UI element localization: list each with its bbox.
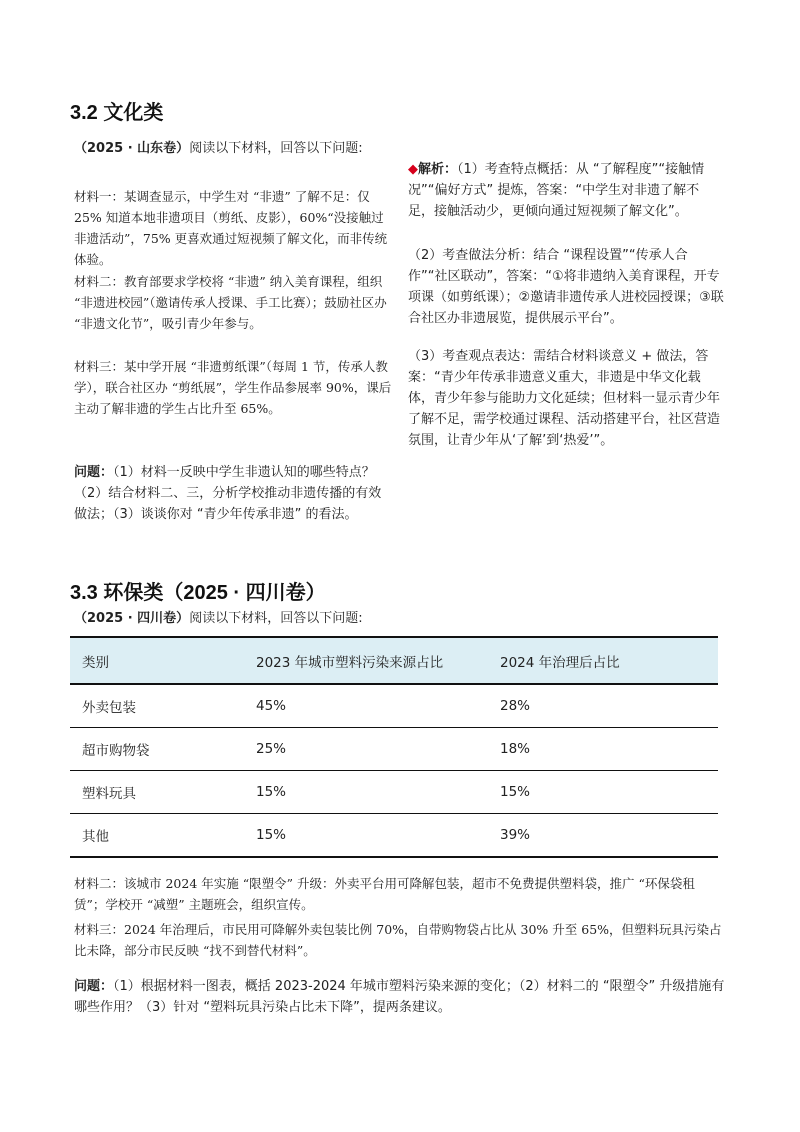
table-cell: 超市购物袋: [70, 728, 244, 771]
material-1: 材料一：某调查显示，中学生对 “非遗” 了解不足：仅 25% 知道本地非遗项目（剪纸、皮影），60%“没接触过非遗活动”，75% 更喜欢通过短视频了解文化，而非传统体验。: [74, 189, 388, 267]
question-text: （1）材料一反映中学生非遗认知的哪些特点？（2）结合材料二、三，分析学校推动非遗传播的有效做法；（3）谈谈你对 “青少年传承非遗” 的看法。: [74, 465, 382, 522]
table-header-row: [70, 637, 718, 684]
analysis-text-1: （1）考查特点概括：从 “了解程度”“接触情况”“偏好方式” 提炼，答案：“中学生对非遗了解不足，接触活动少，更倾向通过短视频了解文化”。: [408, 162, 705, 219]
table-cell: 28%: [488, 684, 718, 728]
pollution-table: [70, 636, 718, 858]
table-cell: 外卖包装: [70, 684, 244, 728]
intro-culture: [74, 138, 390, 159]
table-row: [70, 684, 718, 728]
table-header: 2023 年城市塑料污染来源占比: [244, 637, 488, 684]
material-3-env: 材料三：2024 年治理后，市民用可降解外卖包装比例 70%，自带购物袋占比从 30% 升至 65%，但塑料玩具污染占比未降，部分市民反映 “找不到替代材料”。: [74, 922, 722, 958]
table-cell: 15%: [244, 771, 488, 814]
section-title-environment: 3.3 环保类（2025 · 四川卷）: [70, 582, 326, 604]
table-header: 类别: [70, 637, 244, 684]
table-cell: 15%: [488, 771, 718, 814]
analysis-1: [408, 159, 724, 222]
section-title-culture: 3.2 文化类: [70, 102, 164, 124]
table-row: [70, 728, 718, 771]
table-header: 2024 年治理后占比: [488, 637, 718, 684]
material-2: 材料二：教育部要求学校将 “非遗” 纳入美育课程，组织 “非遗进校园”（邀请传承人授课、手工比赛）；鼓励社区办 “非遗文化节”，吸引青少年参与。: [74, 274, 387, 331]
intro-source: （2025 · 山东卷）: [74, 141, 190, 156]
table-row: [70, 814, 718, 858]
question-culture: [74, 462, 392, 525]
question-environment: [74, 976, 726, 1018]
table-cell: 塑料玩具: [70, 771, 244, 814]
material-3: 材料三：某中学开展 “非遗剪纸课”（每周 1 节，传承人教学），联合社区办 “剪纸展”，学生作品参展率 90%，课后主动了解非遗的学生占比升至 65%。: [74, 359, 392, 416]
analysis-label: 解析：: [418, 162, 458, 177]
analysis-3: （3）考查观点表达：需结合材料谈意义 + 做法，答案：“青少年传承非遗意义重大，非遗是中华文化载体，青少年参与能助力文化延续；但材料一显示青少年了解不足，需学校通过课程、活动搭建平台，社区营造氛围，让青少年从‘了解’到‘热爱’”。: [408, 349, 721, 448]
table-cell: 18%: [488, 728, 718, 771]
material-2-env: 材料二：该城市 2024 年实施 “限塑令” 升级：外卖平台用可降解包装，超市不免费提供塑料袋，推广 “环保袋租赁”；学校开 “减塑” 主题班会，组织宣传。: [74, 876, 695, 912]
intro-text: 阅读以下材料，回答以下问题:: [189, 611, 363, 626]
table-cell: 39%: [488, 814, 718, 858]
question-label: 问题：: [74, 979, 114, 994]
table-cell: 25%: [244, 728, 488, 771]
intro-source: （2025 · 四川卷）: [74, 611, 190, 626]
intro-environment: [74, 608, 714, 629]
question-label: 问题：: [74, 465, 114, 480]
table-cell: 15%: [244, 814, 488, 858]
question-text: （1）根据材料一图表，概括 2023-2024 年城市塑料污染来源的变化；（2）材料二的 “限塑令” 升级措施有哪些作用？（3）针对 “塑料玩具污染占比未下降”，提两条建议。: [74, 979, 725, 1015]
table-cell: 45%: [244, 684, 488, 728]
diamond-bullet-icon: ◆: [408, 162, 418, 177]
table-row: [70, 771, 718, 814]
intro-text: 阅读以下材料，回答以下问题:: [189, 141, 363, 156]
table-cell: 其他: [70, 814, 244, 858]
analysis-2: （2）考查做法分析：结合 “课程设置”“传承人合作”“社区联动”，答案：“①将非遗纳入美育课程，开专项课（如剪纸课）；②邀请非遗传承人进校园授课；③联合社区办非遗展览，提供展示平台”。: [408, 248, 724, 326]
